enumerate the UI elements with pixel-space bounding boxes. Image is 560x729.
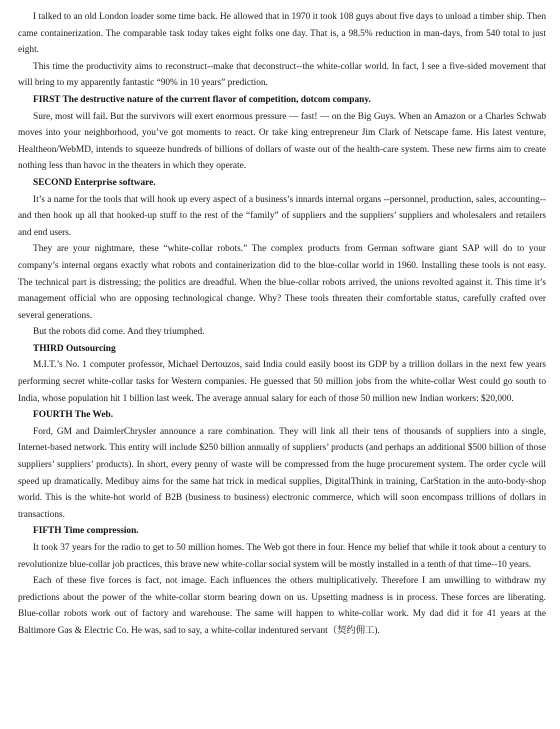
paragraph-productivity: This time the productivity aims to reconstruct--make that deconstruct--the white-collar world. In fact, I see a five-sided movement that will bring to my apparently fantastic “90% in 10 years” prediction. xyxy=(18,61,546,89)
paragraph-london-loader: I talked to an old London loader some time back. He allowed that in 1970 it took 108 guys about five days to unload a timber ship. Then came containerization. The comparable task today takes eight folks one day. That is, a 98.5% reduction in man-days, from 540 total to just eight. xyxy=(18,12,546,56)
paragraph-web-network: Ford, GM and DaimlerChrysler announce a rare combination. They will link all their tens of thousands of suppliers into a single, Internet-based network. This entity will include $250 billion annually of suppliers’ products (and perhaps an additional $500 billion of those suppliers’ suppliers’ products). In short, every penny of waste will be compressed from the huge procurement system. The order cycle will speed up dramatically. Medibuy aims for the same hat trick in medical supplies, DigitalThink in training, CarStation in the auto-body-shop world. This is the white-hot world of B2B (business to business) electronic commerce, which will soon encompass trillions of dollars in transactions. xyxy=(18,426,546,520)
paragraph-dotcom: Sure, most will fail. But the survivors will exert enormous pressure — fast! — on the Big Guys. When an Amazon or a Charles Schwab moves into your neighborhood, you’ve got moments to react. Or take king entrepreneur Jim Clark of Netscape fame. His latest venture, Healtheon/WebMD, intends to squeeze hundreds of billions of dollars of waste out of the health-care system. These new firms aim to create nothing less than havoc in the theaters in which they operate. xyxy=(18,111,546,172)
paragraph-enterprise-tools: It’s a name for the tools that will hook up every aspect of a business’s innards internal organs --personnel, production, sales, accounting--and then hook up all that hooked-up stuff to the rest of the “family” of suppliers and the suppliers’ suppliers and wholesalers and retailers and end users. xyxy=(18,194,546,238)
paragraph-white-collar-robots: They are your nightmare, these “white-collar robots.” The complex products from German software giant SAP will do to your company’s internal organs exactly what robots and containerization did to the blue-collar world in 1960. Installing these tools is not easy. The technical part is distressing; the politics are dreadful. When the blue-collar robots arrived, the unions revolted against it. This time it’s management official who are opposing technological change. Why? These tools threaten their comfortable status, carefully crafted over several generations. xyxy=(18,244,546,321)
heading-fourth: FOURTH The Web. xyxy=(33,410,114,421)
paragraph-conclusion: Each of these five forces is fact, not image. Each influences the others multiplicatively. Therefore I am unwilling to withdraw my predictions about the power of the white-collar storm bearing down on us. Upsetting madness is in process. These forces are liberating. Blue-collar robots work out of factory and warehouse. The same will happen to white-collar work. My dad did it for 41 years at the Baltimore Gas & Electric Co. He was, sad to say, a white-collar indentured servant（契约佣工). xyxy=(18,576,546,636)
heading-third: THIRD Outsourcing xyxy=(33,343,116,354)
paragraph-robots-triumphed: But the robots did come. And they triumphed. xyxy=(33,327,205,338)
heading-first: FIRST The destructive nature of the current flavor of competition, dotcom company. xyxy=(33,94,371,105)
heading-second: SECOND Enterprise software. xyxy=(33,177,156,188)
paragraph-outsourcing: M.I.T.’s No. 1 computer professor, Michael Dertouzos, said India could easily boost its GDP by a trillion dollars in the next few years performing secret white-collar tasks for Western companies. He guessed that 50 million jobs from the white-collar West could go south to India, whose population hit 1 billion last week. The average annual salary for each of those 50 million new Indian workers: $20,000. xyxy=(18,360,546,404)
heading-fifth: FIFTH Time compression. xyxy=(33,526,139,537)
paragraph-time-compression: It took 37 years for the radio to get to 50 million homes. The Web got there in four. Hence my belief that while it took about a century to revolutionize blue-collar job practices, this brave new white-collar social system will be mostly installed in a tenth of that time--10 years. xyxy=(18,543,546,570)
